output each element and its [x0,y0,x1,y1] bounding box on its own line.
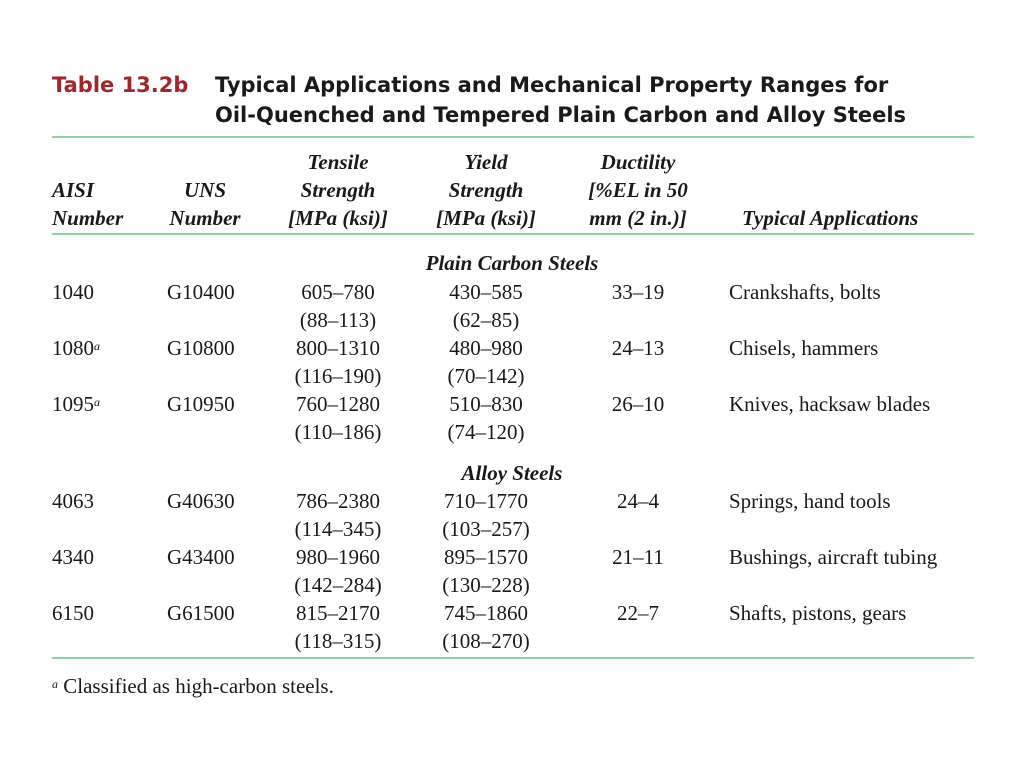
table-number: Table 13.2b [52,73,189,97]
ductility: 33–19 [611,280,665,304]
header-tensile-line-1: Tensile [307,150,369,174]
header-ductility-line-3: mm (2 in.)] [589,206,687,230]
tensile-mpa: 760–1280 [296,392,380,416]
footnote-text: Classified as high-carbon steels. [63,674,334,698]
aisi-number: 4063 [52,489,94,513]
aisi-number: 1095$^a$ [52,392,100,416]
yield-mpa: 480–980 [449,336,523,360]
tensile-mpa: 980–1960 [296,545,380,569]
application: Chisels, hammers [729,336,879,360]
application: Shafts, pistons, gears [729,601,907,625]
header-aisi-line-2: Number [52,206,124,230]
uns-number: G61500 [167,601,235,625]
header-yield-line-1: Yield [464,150,508,174]
tensile-ksi: (114–345) [294,517,382,541]
tensile-ksi: (142–284) [294,573,382,597]
ductility: 22–7 [617,601,659,625]
footnote-mark: a [52,677,58,691]
uns-number: G10950 [167,392,235,416]
yield-mpa: 510–830 [449,392,523,416]
uns-number: G10800 [167,336,235,360]
aisi-number: 6150 [52,601,94,625]
aisi-number: 4340 [52,545,94,569]
application: Crankshafts, bolts [729,280,881,304]
header-tensile-line-3: [MPa (ksi)] [288,206,388,230]
tensile-mpa: 786–2380 [296,489,380,513]
uns-number: G43400 [167,545,235,569]
header-applications: Typical Applications [742,206,919,230]
tensile-ksi: (88–113) [299,308,377,332]
application: Bushings, aircraft tubing [729,545,938,569]
yield-ksi: (103–257) [442,517,530,541]
header-uns-line-1: UNS [183,178,226,202]
yield-ksi: (62–85) [452,308,520,332]
bottom-rule [52,657,974,659]
section-title-plain-carbon: Plain Carbon Steels [425,251,599,275]
tensile-ksi: (118–315) [294,629,382,653]
section-title-alloy: Alloy Steels [461,461,563,485]
footnote [52,672,334,700]
ductility: 24–4 [617,489,659,513]
yield-mpa: 710–1770 [444,489,528,513]
top-rule [52,136,974,138]
tensile-mpa: 605–780 [301,280,375,304]
uns-number: G10400 [167,280,235,304]
uns-number: G40630 [167,489,235,513]
yield-ksi: (70–142) [447,364,525,388]
table-title-line-2: Oil-Quenched and Tempered Plain Carbon and Alloy Steels [215,103,907,127]
header-tensile-line-2: Strength [300,178,376,202]
application: Springs, hand tools [729,489,891,513]
aisi-number: 1040 [52,280,94,304]
table-title-line-1: Typical Applications and Mechanical Property Ranges for [215,73,889,97]
tensile-ksi: (110–186) [294,420,382,444]
yield-mpa: 895–1570 [444,545,528,569]
aisi-number: 1080$^a$ [52,336,100,360]
header-ductility-line-1: Ductility [600,150,676,174]
header-ductility-line-2: [%EL in 50 [588,178,688,202]
application: Knives, hacksaw blades [729,392,931,416]
header-yield-line-2: Strength [448,178,524,202]
header-uns-line-2: Number [169,206,241,230]
ductility: 21–11 [612,545,664,569]
header-aisi-line-1: AISI [52,178,95,202]
yield-ksi: (130–228) [442,573,530,597]
ductility: 26–10 [611,392,665,416]
footnote-marker: a [94,339,100,353]
tensile-mpa: 815–2170 [296,601,380,625]
yield-mpa: 745–1860 [444,601,528,625]
tensile-ksi: (116–190) [294,364,382,388]
header-yield-line-3: [MPa (ksi)] [436,206,536,230]
header-rule [52,233,974,235]
yield-mpa: 430–585 [449,280,523,304]
tensile-mpa: 800–1310 [296,336,380,360]
yield-ksi: (74–120) [447,420,525,444]
ductility: 24–13 [611,336,665,360]
yield-ksi: (108–270) [442,629,530,653]
footnote-marker: a [94,395,100,409]
